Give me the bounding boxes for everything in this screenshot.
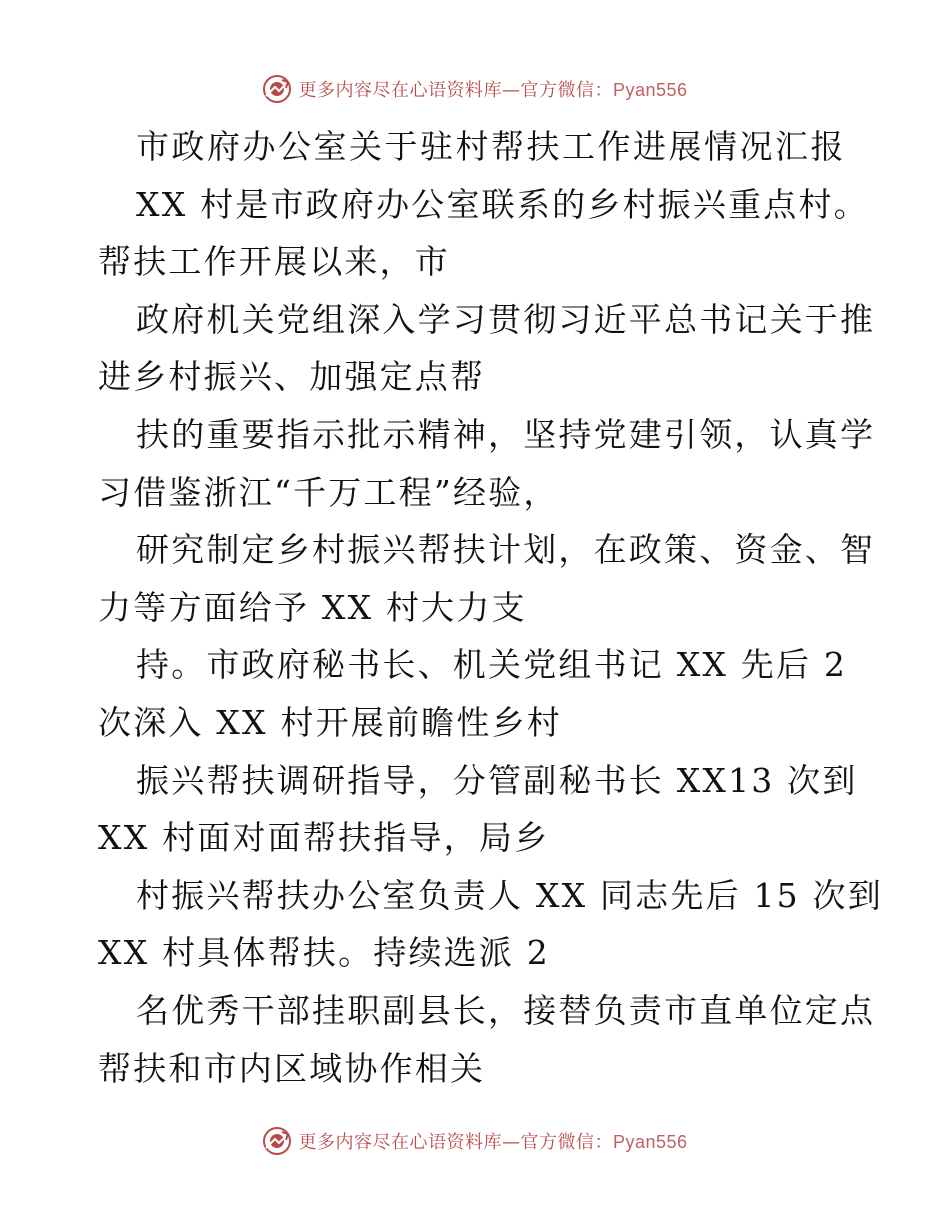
document-line: 帮扶工作开展以来，市 (98, 242, 450, 282)
document-line: XX 村具体帮扶。持续选派 2 (98, 933, 550, 973)
document-line: 扶的重要指示批示精神，坚持党建引领，认真学 (136, 414, 876, 454)
document-line: 进乡村振兴、加强定点帮 (98, 357, 486, 397)
footer-banner (0, 1124, 950, 1158)
banner-wechat-label: 官方微信： (520, 1132, 613, 1153)
seal-logo-icon (262, 74, 292, 104)
document-title: 市政府办公室关于驻村帮扶工作进展情况汇报 (136, 127, 846, 166)
banner-slogan: 更多内容尽在心语资料库 (298, 80, 502, 101)
document-line: XX 村是市政府办公室联系的乡村振兴重点村。 (136, 184, 869, 224)
document-line: 持。市政府秘书长、机关党组书记 XX 先后 2 (136, 645, 848, 685)
banner-separator: — (501, 1132, 521, 1153)
banner-wechat-id: Pyan556 (612, 80, 688, 100)
banner-wechat-id: Pyan556 (612, 1132, 688, 1152)
banner-text (298, 76, 687, 102)
document-line: XX 村面对面帮扶指导，局乡 (98, 818, 550, 858)
header-banner (0, 72, 950, 106)
seal-logo-icon (262, 1126, 292, 1156)
banner-wechat-label: 官方微信： (520, 80, 613, 101)
banner-text (298, 1128, 687, 1154)
banner-separator: — (501, 80, 521, 101)
document-line: 政府机关党组深入学习贯彻习近平总书记关于推 (136, 299, 876, 339)
document-body (98, 118, 883, 1097)
document-line: 次深入 XX 村开展前瞻性乡村 (98, 702, 562, 742)
document-line: 研究制定乡村振兴帮扶计划，在政策、资金、智 (136, 530, 876, 570)
document-line: 名优秀干部挂职副县长，接替负责市直单位定点 (136, 990, 876, 1030)
document-line: 村振兴帮扶办公室负责人 XX 同志先后 15 次到 (136, 875, 883, 915)
banner-slogan: 更多内容尽在心语资料库 (298, 1132, 502, 1153)
document-line: 习借鉴浙江“千万工程”经验， (98, 472, 559, 512)
document-line: 力等方面给予 XX 村大力支 (98, 587, 527, 627)
document-line: 帮扶和市内区域协作相关 (98, 1048, 486, 1088)
document-line: 振兴帮扶调研指导，分管副秘书长 XX13 次到 (136, 760, 858, 800)
